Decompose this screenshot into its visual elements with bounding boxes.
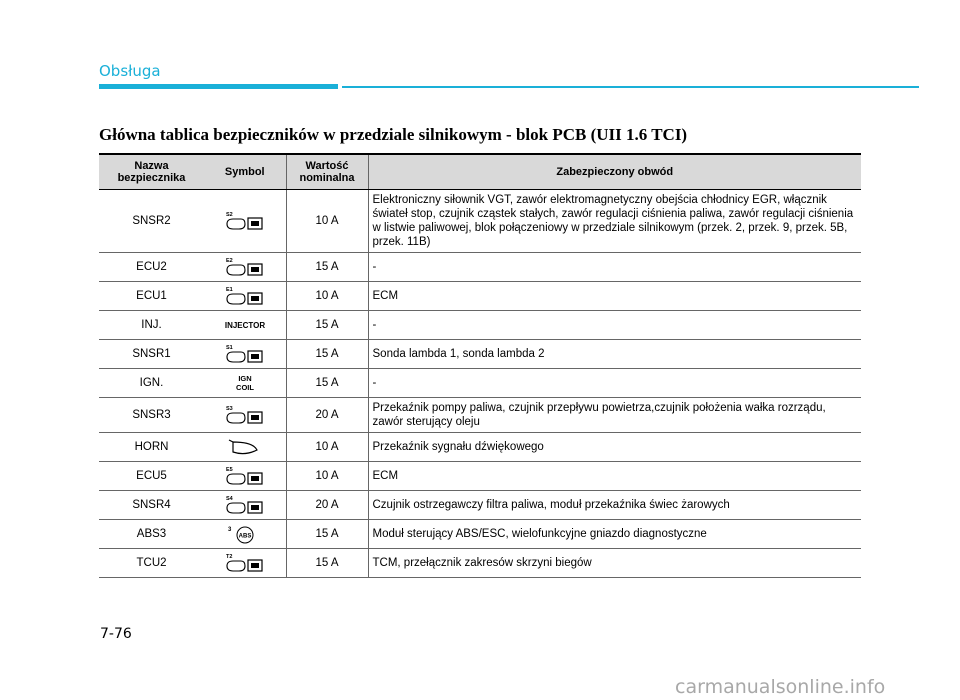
- injector-text: [223, 314, 267, 336]
- svg-text:T2: T2: [225, 554, 233, 560]
- sensor-icon: [223, 494, 267, 516]
- svg-text:E1: E1: [225, 287, 233, 293]
- fuse-name: ECU5: [99, 462, 204, 491]
- fuse-rating: 20 A: [286, 398, 368, 433]
- sensor-icon: [223, 404, 267, 426]
- fuse-symbol: [204, 549, 286, 578]
- protected-circuit: Elektroniczny siłownik VGT, zawór elektromagnetyczny obejścia chłodnicy EGR, włącznik świateł stop, czujnik cząstek stałych, zawór regulacji ciśnienia paliwa, zawór regulacji ciśnienia w listwie paliwowej, blok połączeniowy w przedziale silnikowym (przek. 2, przek. 9, przek. 5B, przek. 11B): [368, 190, 861, 253]
- protected-circuit: -: [368, 253, 861, 282]
- fuse-symbol: [204, 340, 286, 369]
- svg-text:E2: E2: [225, 258, 233, 264]
- protected-circuit: ECM: [368, 462, 861, 491]
- sensor-icon: [223, 210, 267, 232]
- svg-text:INJECTOR: INJECTOR: [224, 321, 265, 330]
- table-row: [99, 433, 861, 462]
- fuse-name: SNSR1: [99, 340, 204, 369]
- fuse-table: [99, 153, 861, 578]
- fuse-name: TCU2: [99, 549, 204, 578]
- svg-text:COIL: COIL: [235, 383, 254, 392]
- header-symbol: Symbol: [204, 154, 286, 190]
- fuse-symbol: [204, 253, 286, 282]
- protected-circuit: Przekaźnik pompy paliwa, czujnik przepływu powietrza,czujnik położenia wałka rozrządu, zawór sterujący oleju: [368, 398, 861, 433]
- protected-circuit: Przekaźnik sygnału dźwiękowego: [368, 433, 861, 462]
- header-name: Nazwa bezpiecznika: [99, 154, 204, 190]
- fuse-symbol: [204, 282, 286, 311]
- table-row: [99, 253, 861, 282]
- table-row: [99, 369, 861, 398]
- fuse-name: ABS3: [99, 520, 204, 549]
- fuse-symbol: [204, 398, 286, 433]
- table-row: [99, 190, 861, 253]
- svg-text:S2: S2: [225, 212, 233, 218]
- protected-circuit: Czujnik ostrzegawczy filtra paliwa, moduł przekaźnika świec żarowych: [368, 491, 861, 520]
- fuse-symbol: [204, 433, 286, 462]
- section-label: Obsługa: [99, 62, 161, 80]
- fuse-rating: 15 A: [286, 520, 368, 549]
- ecu-icon: [223, 285, 267, 307]
- fuse-name: HORN: [99, 433, 204, 462]
- fuse-rating: 15 A: [286, 253, 368, 282]
- protected-circuit: ECM: [368, 282, 861, 311]
- fuse-rating: 10 A: [286, 462, 368, 491]
- header-circuit: Zabezpieczony obwód: [368, 154, 861, 190]
- tcu-icon: [223, 552, 267, 574]
- table-row: [99, 549, 861, 578]
- fuse-name: IGN.: [99, 369, 204, 398]
- ecu-icon: [223, 465, 267, 487]
- fuse-symbol: [204, 520, 286, 549]
- page-title: Główna tablica bezpieczników w przedziale silnikowym - blok PCB (UII 1.6 TCI): [99, 125, 688, 144]
- fuse-rating: 10 A: [286, 190, 368, 253]
- svg-text:ABS: ABS: [238, 533, 252, 540]
- header-value: Wartość nominalna: [286, 154, 368, 190]
- watermark: carmanualsonline.info: [675, 676, 886, 698]
- fuse-name: SNSR2: [99, 190, 204, 253]
- svg-text:3: 3: [227, 527, 232, 533]
- fuse-rating: 10 A: [286, 282, 368, 311]
- table-row: [99, 311, 861, 340]
- protected-circuit: -: [368, 311, 861, 340]
- ign-coil-text: [223, 372, 267, 394]
- ecu-icon: [223, 256, 267, 278]
- fuse-symbol: [204, 369, 286, 398]
- horn-icon: [223, 436, 267, 458]
- protected-circuit: TCM, przełącznik zakresów skrzyni biegów: [368, 549, 861, 578]
- section-rule-thick: [99, 84, 338, 89]
- table-row: [99, 491, 861, 520]
- table-row: [99, 398, 861, 433]
- fuse-rating: 10 A: [286, 433, 368, 462]
- svg-text:S3: S3: [225, 406, 233, 412]
- page-number: 7-76: [100, 626, 132, 642]
- svg-text:IGN: IGN: [238, 374, 252, 383]
- protected-circuit: -: [368, 369, 861, 398]
- protected-circuit: Moduł sterujący ABS/ESC, wielofunkcyjne gniazdo diagnostyczne: [368, 520, 861, 549]
- fuse-name: SNSR3: [99, 398, 204, 433]
- section-rule-thin: [342, 86, 919, 88]
- table-row: [99, 520, 861, 549]
- sensor-icon: [223, 343, 267, 365]
- table-row: [99, 462, 861, 491]
- fuse-rating: 15 A: [286, 549, 368, 578]
- fuse-name: SNSR4: [99, 491, 204, 520]
- table-row: [99, 340, 861, 369]
- fuse-symbol: [204, 311, 286, 340]
- fuse-rating: 15 A: [286, 340, 368, 369]
- svg-text:E5: E5: [225, 467, 233, 473]
- fuse-name: ECU2: [99, 253, 204, 282]
- table-header-row: [99, 154, 861, 190]
- table-row: [99, 282, 861, 311]
- fuse-rating: 15 A: [286, 311, 368, 340]
- svg-text:S4: S4: [225, 496, 233, 502]
- fuse-rating: 20 A: [286, 491, 368, 520]
- fuse-symbol: [204, 462, 286, 491]
- fuse-symbol: [204, 190, 286, 253]
- abs-icon: [223, 523, 267, 545]
- fuse-name: INJ.: [99, 311, 204, 340]
- fuse-name: ECU1: [99, 282, 204, 311]
- fuse-symbol: [204, 491, 286, 520]
- svg-text:S1: S1: [225, 345, 233, 351]
- fuse-rating: 15 A: [286, 369, 368, 398]
- protected-circuit: Sonda lambda 1, sonda lambda 2: [368, 340, 861, 369]
